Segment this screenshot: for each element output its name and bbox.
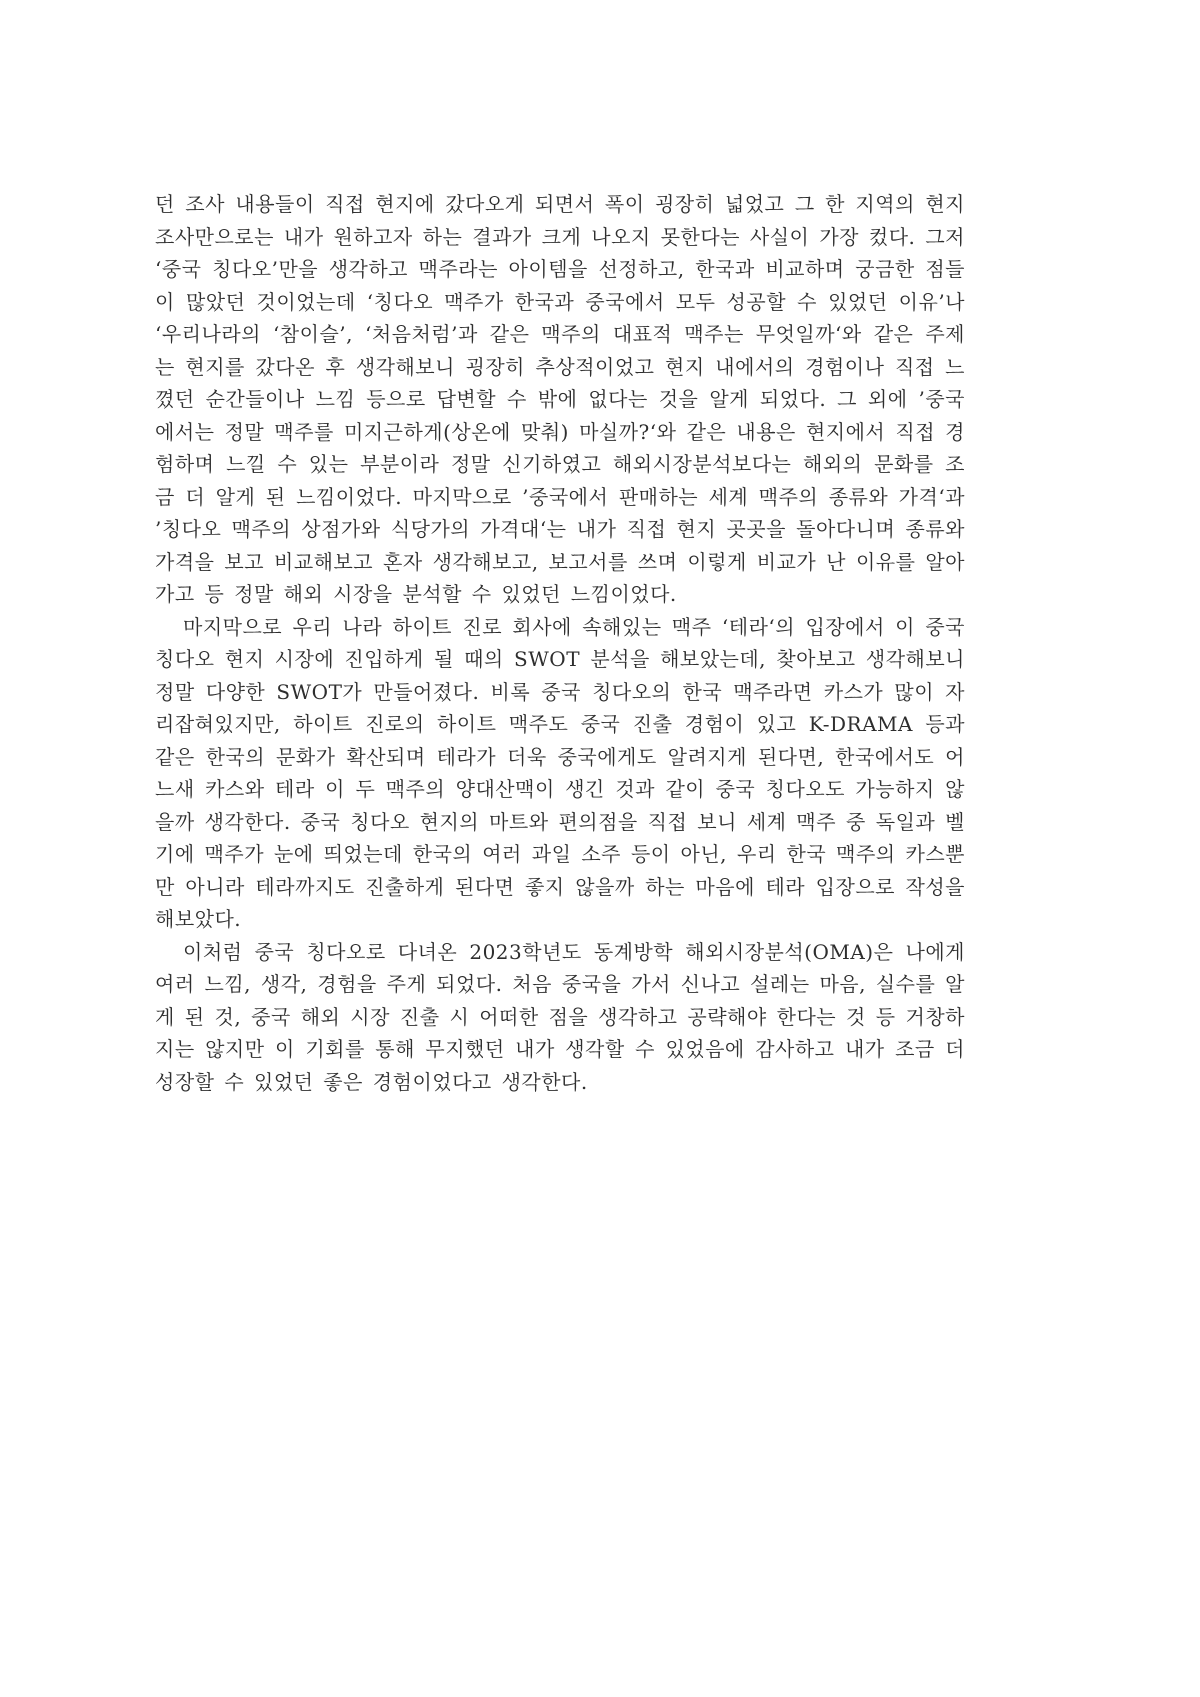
- paragraph-continuation: 던 조사 내용들이 직접 현지에 갔다오게 되면서 폭이 굉장히 넓었고 그 한 지역의 현지 조사만으로는 내가 원하고자 하는 결과가 크게 나오지 못한다는 사실이 가장 컸다. 그저 ‘중국 칭다오’만을 생각하고 맥주라는 아이템을 선정하고, 한국과 비교하며 궁금한 점들이 많았던 것이었는데 ‘칭다오 맥주가 한국과 중국에서 모두 성공할 수 있었던 이유’나 ‘우리나라의 ‘참이슬’, ‘처음처럼’과 같은 맥주의 대표적 맥주는 무엇일까‘와 같은 주제는 현지를 갔다온 후 생각해보니 굉장히 추상적이었고 현지 내에서의 경험이나 직접 느꼈던 순간들이나 느낌 등으로 답변할 수 밖에 없다는 것을 알게 되었다. 그 외에 ’중국에서는 정말 맥주를 미지근하게(상온에 맞춰) 마실까?‘와 같은 내용은 현지에서 직접 경험하며 느낄 수 있는 부분이라 정말 신기하였고 해외시장분석보다는 해외의 문화를 조금 더 알게 된 느낌이었다. 마지막으로 ’중국에서 판매하는 세계 맥주의 종류와 가격‘과 ’칭다오 맥주의 상점가와 식당가의 가격대‘는 내가 직접 현지 곳곳을 돌아다니며 종류와 가격을 보고 비교해보고 혼자 생각해보고, 보고서를 쓰며 이렇게 비교가 난 이유를 알아가고 등 정말 해외 시장을 분석할 수 있었던 느낌이었다.: [155, 192, 965, 606]
- paragraph-conclusion: 이처럼 중국 칭다오로 다녀온 2023학년도 동계방학 해외시장분석(OMA)은 나에게 여러 느낌, 생각, 경험을 주게 되었다. 처음 중국을 가서 신나고 설레는 마음, 실수를 알게 된 것, 중국 해외 시장 진출 시 어떠한 점을 생각하고 공략해야 한다는 것 등 거창하지는 않지만 이 기회를 통해 무지했던 내가 생각할 수 있었음에 감사하고 내가 조금 더 성장할 수 있었던 좋은 경험이었다고 생각한다.: [155, 939, 965, 1094]
- paragraph-swot-analysis: 마지막으로 우리 나라 하이트 진로 회사에 속해있는 맥주 ‘테라‘의 입장에서 이 중국 칭다오 현지 시장에 진입하게 될 때의 SWOT 분석을 해보았는데, 찾아보고 생각해보니 정말 다양한 SWOT가 만들어졌다. 비록 중국 칭다오의 한국 맥주라면 카스가 많이 자리잡혀있지만, 하이트 진로의 하이트 맥주도 중국 진출 경험이 있고 K-DRAMA 등과 같은 한국의 문화가 확산되며 테라가 더욱 중국에게도 알려지게 된다면, 한국에서도 어느새 카스와 테라 이 두 맥주의 양대산맥이 생긴 것과 같이 중국 칭다오도 가능하지 않을까 생각한다. 중국 칭다오 현지의 마트와 편의점을 직접 보니 세계 맥주 중 독일과 벨기에 맥주가 눈에 띄었는데 한국의 여러 과일 소주 등이 아닌, 우리 한국 맥주의 카스뿐만 아니라 테라까지도 진출하게 된다면 좋지 않을까 하는 마음에 테라 입장으로 작성을 해보았다.: [155, 614, 965, 931]
- document-text-block: [155, 188, 965, 1098]
